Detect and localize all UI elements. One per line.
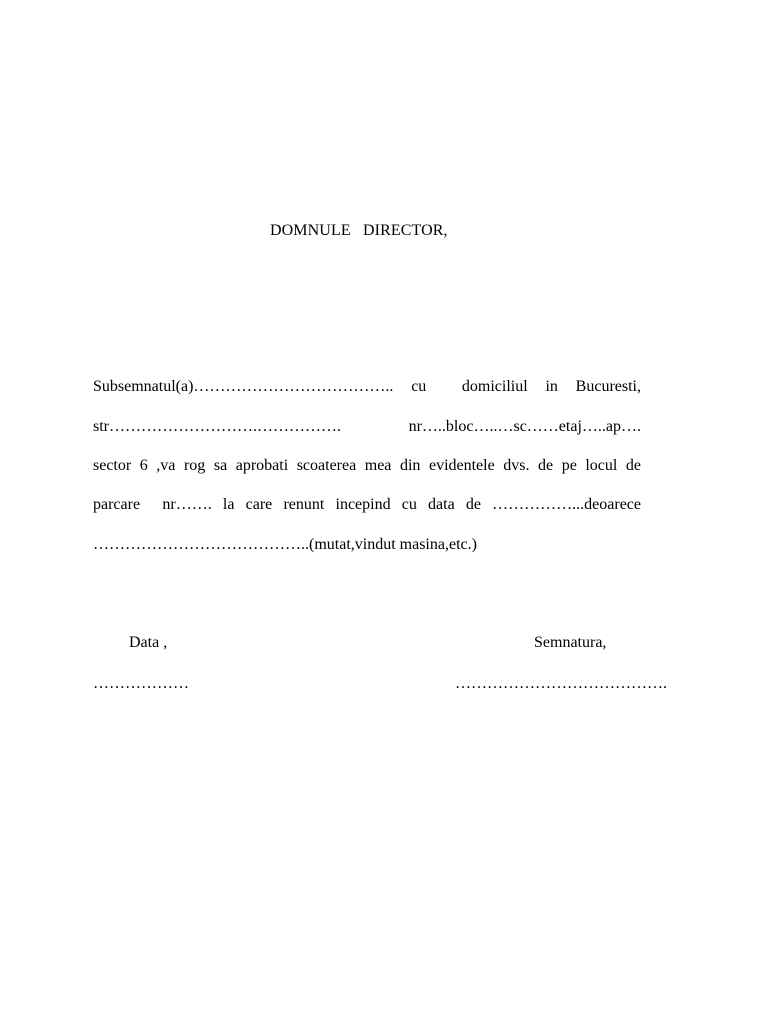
body-line-parking: parcare nr……. la care renunt incepind cu data de ……………...deoarece [93,496,641,513]
date-blank: ……………… [93,675,189,692]
signature-label: Semnatura, [534,634,607,651]
signature-blank: …………………………………. [455,675,667,692]
body-line-request: sector 6 ,va rog sa aprobati scoaterea mea din evidentele dvs. de pe locul de [93,457,641,474]
document-title: DOMNULE DIRECTOR, [270,222,448,239]
body-line-address: str……………………….……………. nr…..bloc…..…sc……etaj…..ap…. [93,418,641,435]
date-label: Data , [129,634,168,651]
body-line-reason: …………………………………..(mutat,vindut masina,etc.) [93,536,477,553]
body-line-subsemnatul: Subsemnatul(a)……………………………….. cu domiciliul in Bucuresti, [93,378,641,395]
